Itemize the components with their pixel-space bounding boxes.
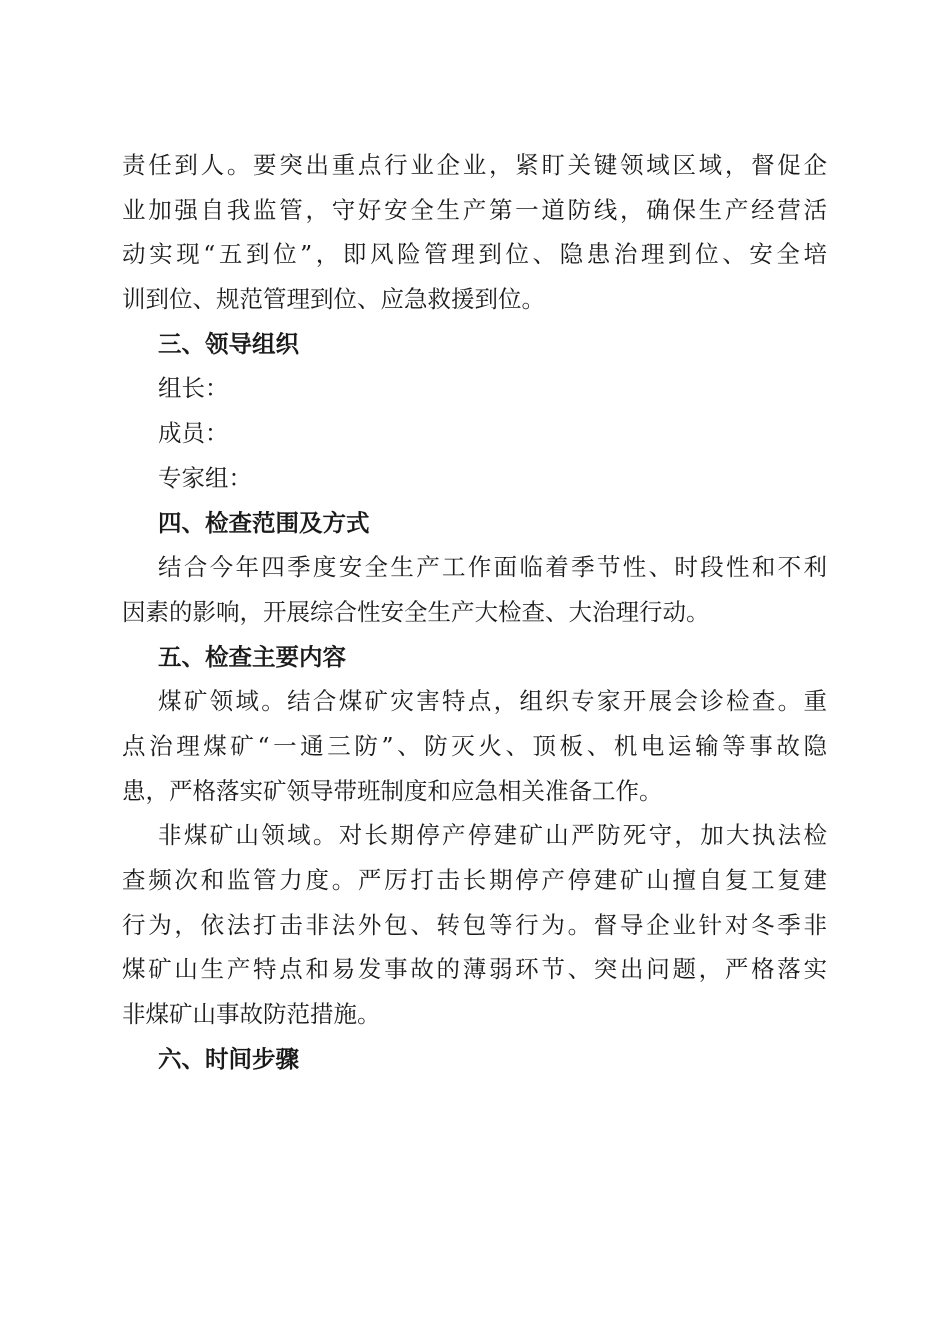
experts-label: 专家组：: [158, 463, 252, 492]
section-heading-scope: 四、检查范围及方式: [158, 508, 370, 537]
paragraph-scope: [122, 545, 827, 634]
text-line: 查频次和监管力度。严厉打击长期停产停建矿山擅自复工复建: [122, 866, 827, 894]
text-line: 责任到人。要突出重点行业企业，紧盯关键领域区域，督促企: [122, 151, 827, 179]
text-line: 患，严格落实矿领导带班制度和应急相关准备工作。: [122, 776, 663, 805]
text-line: 业加强自我监管，守好安全生产第一道防线，确保生产经营活: [122, 195, 827, 224]
text-line: 行为，依法打击非法外包、转包等行为。督导企业针对冬季非: [122, 910, 827, 939]
text-line: 点治理煤矿“一通三防”、防灭火、顶板、机电运输等事故隐: [122, 731, 827, 760]
paragraph-coal: [122, 679, 827, 813]
text-line: 煤矿领域。结合煤矿灾害特点，组织专家开展会诊检查。重: [158, 687, 827, 716]
leader-label: 组长：: [158, 374, 229, 403]
section-heading-leadership: 三、领导组织: [158, 329, 299, 358]
text-line: 因素的影响，开展综合性安全生产大检查、大治理行动。: [122, 597, 710, 626]
paragraph-noncoal: [122, 813, 827, 1036]
text-line: 非煤矿山事故防范措施。: [122, 1000, 381, 1029]
members-label: 成员：: [158, 419, 229, 448]
section-heading-schedule: 六、时间步骤: [158, 1044, 299, 1073]
text-line: 动实现“五到位”，即风险管理到位、隐患治理到位、安全培: [122, 240, 827, 269]
text-line: 结合今年四季度安全生产工作面临着季节性、时段性和不利: [158, 553, 827, 582]
paragraph-responsibility: [122, 143, 827, 322]
text-line: 煤矿山生产特点和易发事故的薄弱环节、突出问题，严格落实: [122, 955, 827, 984]
text-line: 非煤矿山领域。对长期停产停建矿山严防死守，加大执法检: [158, 821, 827, 850]
document-page: [122, 143, 827, 1081]
section-heading-content: 五、检查主要内容: [158, 642, 346, 671]
text-line: 训到位、规范管理到位、应急救援到位。: [122, 285, 545, 314]
